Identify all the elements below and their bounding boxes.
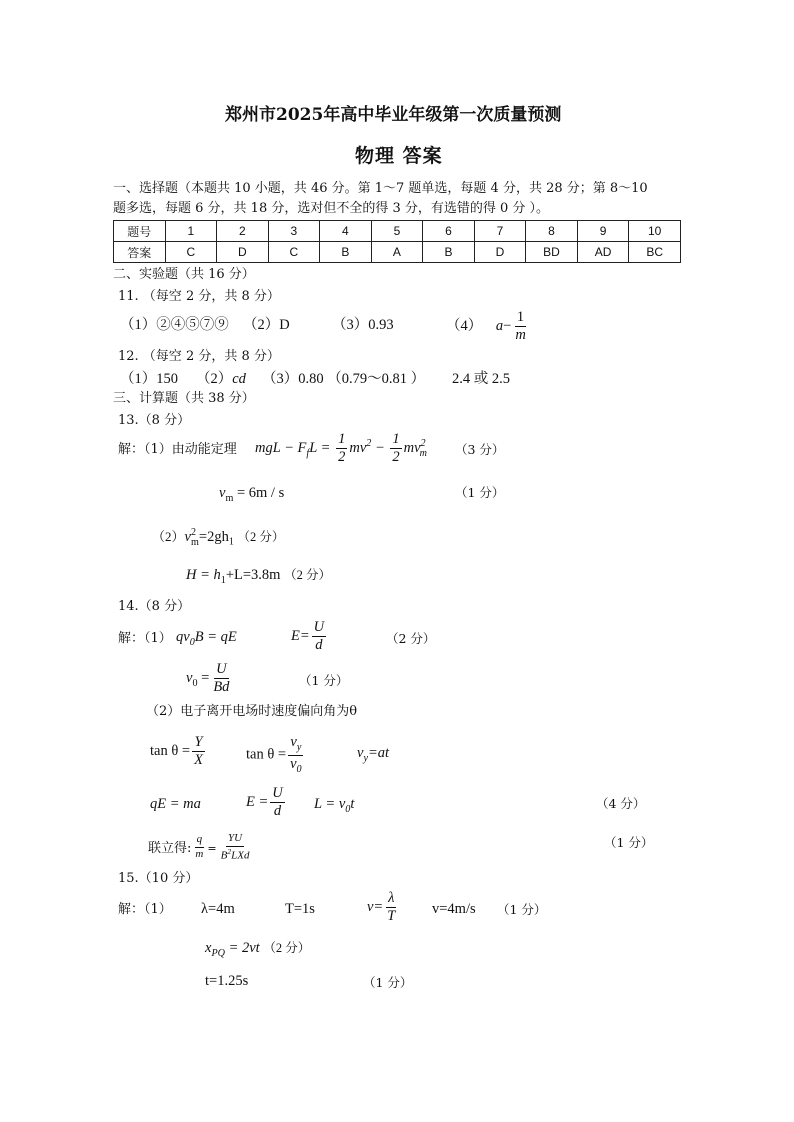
q14-step6: [148, 833, 253, 862]
eq-fraction: [385, 891, 397, 924]
q13-step3-score: （2 分）: [237, 529, 285, 544]
q14-step5-score: （4 分）: [596, 796, 646, 811]
fraction-numerator: U: [270, 786, 284, 803]
eq-term: E =: [246, 794, 269, 811]
q12-answer-2-value: cd: [232, 371, 246, 387]
fraction-denominator: d: [273, 803, 282, 820]
table-cell: AD: [577, 242, 629, 263]
eq-subscript: PQ: [211, 947, 225, 959]
q15-step1-score: （1 分）: [497, 902, 547, 917]
q14-step4-eq3: [357, 746, 389, 764]
fraction-numerator: v: [290, 734, 297, 750]
table-cell: 1: [165, 221, 217, 242]
q15-step1-lambda: λ=4m: [201, 901, 235, 917]
eq-subscript: m: [191, 536, 199, 548]
eq-subscript: 0: [189, 636, 195, 648]
q15-step1-velocity: v=4m/s: [432, 901, 476, 917]
q12-answer-4: 2.4 或 2.5: [452, 371, 510, 387]
eq-term: v: [184, 528, 191, 545]
q13-step2-score: （1 分）: [455, 485, 505, 500]
eq-superscript: 2: [227, 846, 232, 856]
q14-step2-score: （1 分）: [299, 673, 349, 688]
eq-term: v=: [367, 899, 384, 916]
q12-answer-1: （1）150: [120, 371, 178, 387]
fraction-denominator: B: [220, 849, 228, 862]
q14-step1-score: （2 分）: [386, 631, 436, 646]
table-cell: B: [423, 242, 475, 263]
eq-term: v: [186, 670, 193, 687]
q11-answer-4: [446, 310, 530, 343]
eq-fraction: [193, 834, 205, 860]
q13-step2-equation: [219, 486, 284, 504]
q14-step5-eq1: qE = ma: [150, 796, 201, 812]
eq-term: x: [205, 940, 212, 956]
q12-answer-2-label: （2）: [196, 371, 233, 387]
q14-heading: 14.（8 分）: [118, 599, 191, 614]
eq-subscript: 1: [220, 574, 226, 586]
q15-step2-score: （2 分）: [263, 941, 311, 955]
eq-subscript: y: [363, 752, 368, 764]
fraction-numerator: U: [312, 620, 326, 637]
eq-subscript: m: [419, 447, 427, 459]
fraction-denominator: LXd: [231, 849, 250, 862]
fraction-numerator: 1: [390, 432, 401, 449]
section1-heading-line2: 题多选，每题 6 分，共 18 分，选对但不全的得 3 分，有选错的得 0 分 ）。: [113, 201, 550, 216]
eq-term: =at: [367, 745, 390, 761]
fraction-denominator: T: [387, 908, 396, 925]
eq-operator: =: [207, 841, 217, 855]
q12-answer-2: [196, 372, 246, 388]
fraction-numerator: λ: [386, 891, 396, 908]
eq-term: mv: [403, 440, 421, 457]
table-cell: 9: [577, 221, 629, 242]
eq-term: t: [350, 796, 355, 812]
q15-step2: [205, 941, 310, 959]
table-row-answers: [114, 242, 681, 263]
eq-term: v: [357, 745, 364, 761]
q15-heading: 15.（10 分）: [118, 871, 199, 886]
eq-subscript: 0: [192, 677, 198, 689]
q11-answer-2: （2）D: [243, 317, 290, 333]
q11-answer-1: （1）②④⑤⑦⑨: [120, 317, 229, 333]
eq-term: +L=3.8m: [225, 567, 281, 583]
eq-term: mv: [349, 440, 367, 457]
eq-subscript: 1: [228, 536, 234, 548]
fraction-denominator: v: [290, 755, 297, 772]
table-row-numbers: [114, 221, 681, 242]
q11-answer-4-minus: −: [503, 318, 512, 335]
fraction-numerator: 1: [336, 432, 347, 449]
table-cell: 3: [268, 221, 320, 242]
table-cell: A: [371, 242, 423, 263]
eq-fraction: [312, 620, 326, 653]
answer-table: [113, 220, 681, 263]
table-cell: 5: [371, 221, 423, 242]
section1-heading-line1: 一、选择题（本题共 10 小题，共 46 分。第 1～7 题单选，每题 4 分，共 28 分；第 8～10: [113, 181, 648, 196]
fraction-denominator: 2: [338, 449, 346, 466]
fraction-numerator: q: [195, 834, 205, 848]
q13-step1-equation: [255, 432, 427, 465]
table-cell: D: [217, 242, 269, 263]
q11-answer-3: （3）0.93: [332, 317, 394, 333]
eq-term: v: [219, 485, 226, 501]
fraction-denominator: m: [195, 847, 204, 860]
eq-term: L =: [309, 440, 331, 457]
eq-subscript: m: [225, 492, 234, 504]
table-cell: C: [268, 242, 320, 263]
table-cell-label: 题号: [114, 221, 166, 242]
eq-fraction: [192, 735, 205, 768]
q11-answer-4-label: （4）: [446, 318, 483, 335]
eq-term: mgL − F: [255, 440, 307, 457]
eq-fraction: [270, 786, 284, 819]
table-cell: 4: [320, 221, 372, 242]
eq-term: H = h: [186, 567, 221, 583]
eq-subscript: 0: [345, 803, 351, 815]
eq-term: E=: [291, 628, 310, 645]
fraction-denominator: X: [194, 752, 203, 769]
table-cell: C: [165, 242, 217, 263]
eq-superscript: 2: [190, 527, 197, 538]
section2-heading: 二、实验题（共 16 分）: [113, 267, 255, 282]
q14-step6-score: （1 分）: [604, 835, 654, 850]
table-cell: 6: [423, 221, 475, 242]
table-cell: BD: [526, 242, 578, 263]
fraction-numerator: 1: [515, 310, 526, 327]
q12-answer-3: （3）0.80 （0.79～0.81 ）: [262, 371, 426, 387]
table-cell: 8: [526, 221, 578, 242]
q15-step1-period: T=1s: [285, 901, 315, 917]
eq-subscript: f: [306, 447, 310, 459]
q13-step1-score: （3 分）: [455, 442, 505, 457]
fraction-denominator: m: [515, 327, 526, 344]
q15-step1-velocity-formula: [367, 891, 399, 924]
eq-superscript: 2: [420, 438, 426, 450]
q13-step3: [152, 527, 284, 548]
q14-step3-text: （2）电子离开电场时速度偏向角为θ: [146, 704, 358, 719]
eq-operator: −: [374, 440, 385, 457]
q14-step5-eq2: [246, 786, 287, 819]
q14-step1-eq2: [291, 620, 328, 653]
table-cell: 10: [629, 221, 681, 242]
table-cell: B: [320, 242, 372, 263]
table-cell: 2: [217, 221, 269, 242]
table-cell: BC: [629, 242, 681, 263]
fraction-denominator: d: [315, 637, 323, 654]
q14-step5-eq3: [314, 797, 354, 815]
eq-fraction: [336, 432, 347, 465]
eq-operator: =: [201, 670, 210, 687]
q11-heading: 11. （每空 2 分，共 8 分）: [118, 289, 280, 304]
eq-superscript: 2: [366, 438, 372, 450]
q13-heading: 13.（8 分）: [118, 413, 191, 428]
fraction-denominator: Bd: [213, 679, 230, 696]
table-cell: D: [474, 242, 526, 263]
q15-step3-score: （1 分）: [363, 975, 413, 990]
q15-step1-label: 解：（1）: [118, 902, 172, 917]
eq-label: 联立得:: [148, 840, 192, 856]
eq-label: （2）: [152, 528, 185, 544]
table-cell-label: 答案: [114, 242, 166, 263]
eq-term: L = v: [314, 796, 346, 812]
eq-subscript: y: [296, 741, 302, 753]
fraction-denominator: 2: [392, 449, 400, 466]
q14-step2-eq: [186, 662, 233, 695]
table-cell: 7: [474, 221, 526, 242]
eq-fraction: [219, 833, 252, 862]
fraction-numerator: YU: [226, 833, 244, 847]
eq-term: tan θ =: [246, 746, 287, 763]
eq-fraction: [288, 735, 304, 775]
q13-step1-label: 解：（1）由动能定理: [118, 442, 237, 457]
eq-term: B = qE: [194, 629, 237, 645]
eq-term: = 6m / s: [236, 485, 285, 501]
q14-step4-eq1: [150, 735, 207, 768]
fraction-numerator: Y: [192, 735, 204, 752]
q13-step4: [186, 568, 331, 586]
q14-step1-label: 解：（1）: [118, 631, 172, 646]
section3-heading: 三、计算题（共 38 分）: [113, 391, 255, 406]
q11-answer-4-fraction: [513, 310, 527, 343]
q14-step1-eq1: [176, 630, 237, 648]
q11-answer-4-a: a: [495, 318, 504, 335]
page-subtitle: 物理 答案: [355, 145, 443, 167]
eq-term: = 2vt: [228, 940, 260, 956]
eq-term: =2gh: [198, 528, 229, 545]
eq-term: qv: [176, 629, 190, 645]
page-title: 郑州市2025年高中毕业年级第一次质量预测: [225, 105, 562, 125]
eq-fraction: [211, 662, 231, 695]
eq-subscript: 0: [296, 763, 302, 775]
q15-step3: t=1.25s: [205, 973, 249, 989]
eq-fraction: [390, 432, 401, 465]
fraction-numerator: U: [214, 662, 228, 679]
eq-term: tan θ =: [150, 743, 191, 760]
q13-step4-score: （2 分）: [284, 568, 331, 582]
q12-heading: 12. （每空 2 分，共 8 分）: [118, 349, 280, 364]
q14-step4-eq2: [246, 735, 306, 775]
